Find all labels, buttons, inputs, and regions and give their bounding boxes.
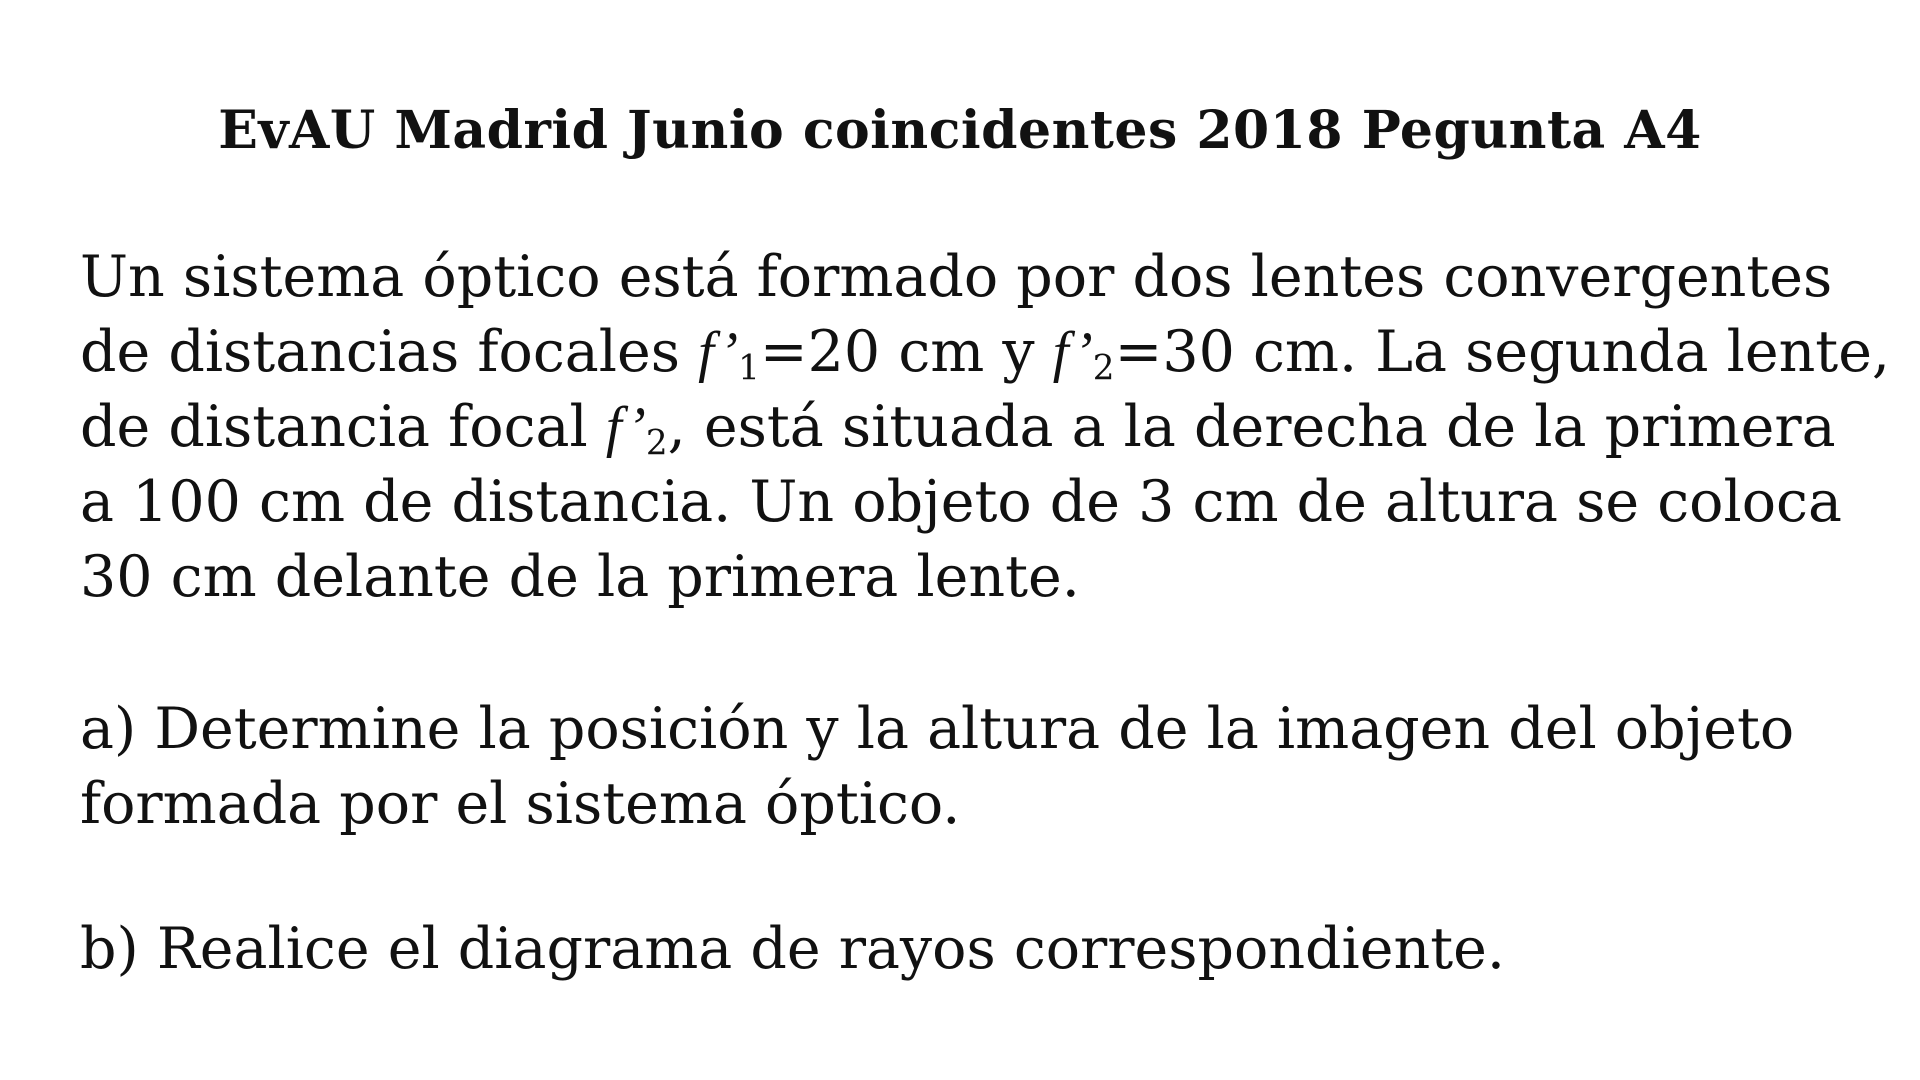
focal-length-1-subscript: 1	[738, 348, 760, 389]
question-b-line-1: b) Realice el diagrama de rayos correspondiente.	[80, 916, 1505, 982]
focal-length-2-symbol: f’	[605, 396, 646, 459]
statement-text: , está situada a la derecha de la primera	[667, 394, 1836, 460]
focal-length-2-symbol: f’	[1052, 321, 1093, 384]
focal-length-2-subscript: 2	[1092, 348, 1115, 389]
statement-line-5: 30 cm delante de la primera lente.	[80, 544, 1080, 610]
question-a	[80, 692, 1880, 842]
statement-text: =30 cm. La segunda lente,	[1114, 319, 1891, 385]
statement-text: de distancia focal	[80, 394, 606, 460]
statement-text: de distancias focales	[80, 319, 699, 385]
statement-text: =20 cm y	[759, 319, 1053, 385]
statement-line-4: a 100 cm de distancia. Un objeto de 3 cm de altura se coloca	[80, 469, 1842, 535]
problem-statement	[80, 240, 1891, 615]
page-title: EvAU Madrid Junio coincidentes 2018 Pegunta A4	[218, 100, 1702, 161]
question-a-line-2: formada por el sistema óptico.	[80, 771, 961, 837]
focal-length-2-subscript: 2	[645, 423, 668, 464]
focal-length-1-symbol: f’	[698, 321, 739, 384]
statement-line-2	[80, 315, 1891, 390]
question-a-line-1: a) Determine la posición y la altura de la imagen del objeto	[80, 696, 1795, 762]
statement-line-1: Un sistema óptico está formado por dos lentes convergentes	[80, 244, 1833, 310]
statement-line-3	[80, 390, 1880, 465]
question-b	[80, 912, 1880, 987]
